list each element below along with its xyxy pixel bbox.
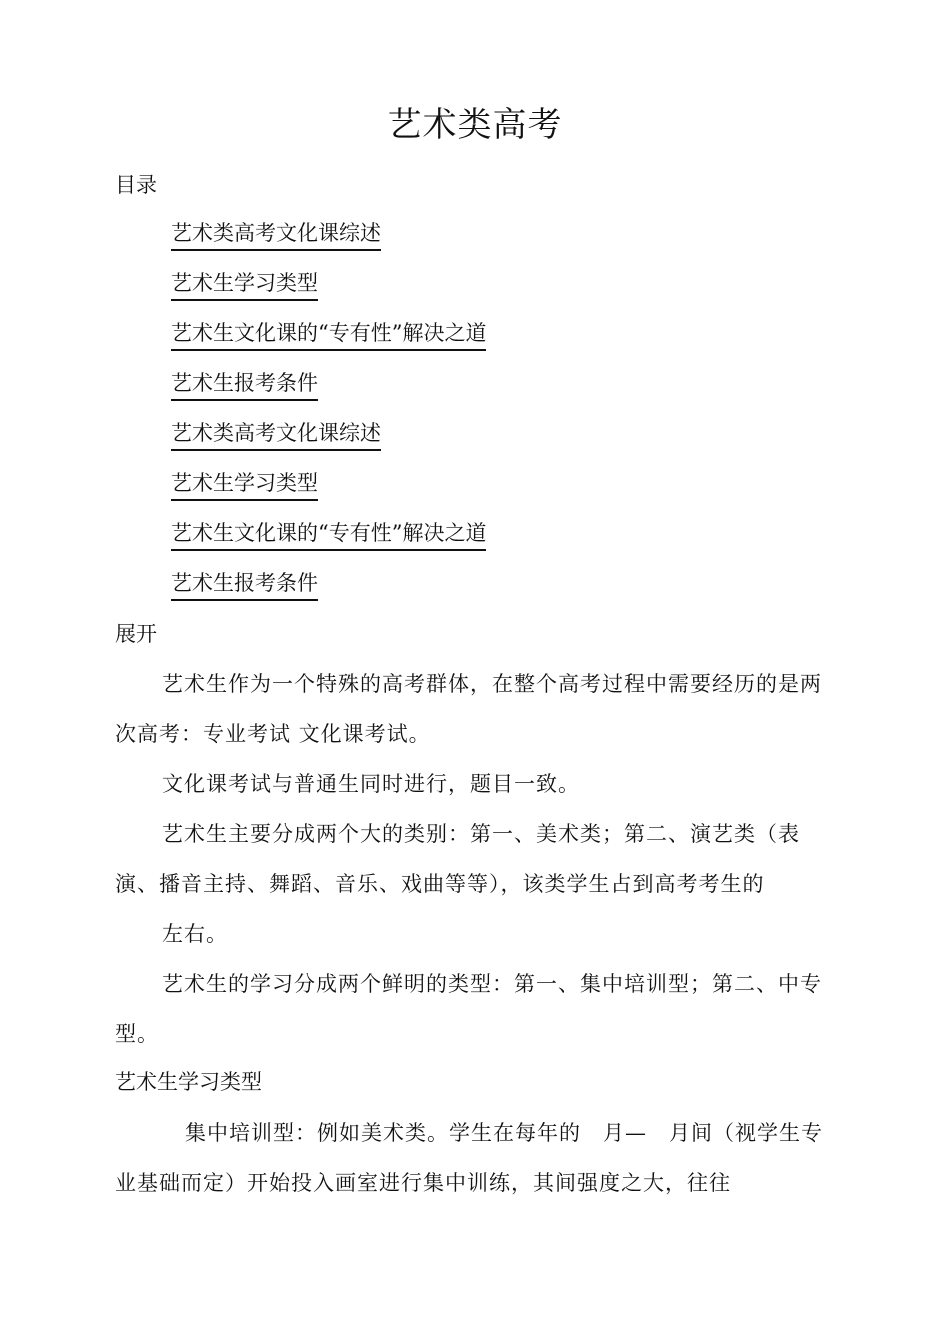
table-of-contents	[171, 218, 486, 618]
toc-item	[171, 518, 486, 568]
paragraph-categories: 艺术生主要分成两个大的类别：第一、美术类；第二、演艺类（表演、播音主持、舞蹈、音乐、戏曲等等），该类学生占到高考考生的	[115, 822, 800, 896]
toc-item	[171, 368, 486, 418]
toc-item	[171, 318, 486, 368]
paragraph-categories-end: 左右。	[162, 922, 228, 946]
toc-heading: 目录	[115, 173, 157, 197]
paragraph-intensive-training: 集中培训型：例如美术类。学生在每年的 月— 月间（视学生专业基础而定）开始投入画室进行集中训练，其间强度之大，往往	[115, 1121, 823, 1195]
paragraph-study-types: 艺术生的学习分成两个鲜明的类型：第一、集中培训型；第二、中专型。	[115, 972, 822, 1046]
paragraph-intro: 艺术生作为一个特殊的高考群体，在整个高考过程中需要经历的是两次高考：专业考试 文化课考试。	[115, 672, 822, 746]
toc-link[interactable]: 艺术类高考文化课综述	[171, 418, 381, 451]
toc-item	[171, 468, 486, 518]
paragraph-exam: 文化课考试与普通生同时进行，题目一致。	[162, 772, 580, 796]
document-title: 艺术类高考	[387, 105, 563, 145]
toc-link[interactable]: 艺术生学习类型	[171, 268, 318, 301]
toc-item	[171, 268, 486, 318]
toc-link[interactable]: 艺术生报考条件	[171, 368, 318, 401]
expand-toggle[interactable]: 展开	[115, 622, 157, 646]
toc-link[interactable]: 艺术生学习类型	[171, 468, 318, 501]
toc-link[interactable]: 艺术生文化课的“专有性”解决之道	[171, 318, 486, 351]
toc-link[interactable]: 艺术生报考条件	[171, 568, 318, 601]
toc-item	[171, 218, 486, 268]
toc-link[interactable]: 艺术类高考文化课综述	[171, 218, 381, 251]
toc-item	[171, 568, 486, 618]
section-heading: 艺术生学习类型	[115, 1070, 262, 1094]
toc-link[interactable]: 艺术生文化课的“专有性”解决之道	[171, 518, 486, 551]
toc-item	[171, 418, 486, 468]
